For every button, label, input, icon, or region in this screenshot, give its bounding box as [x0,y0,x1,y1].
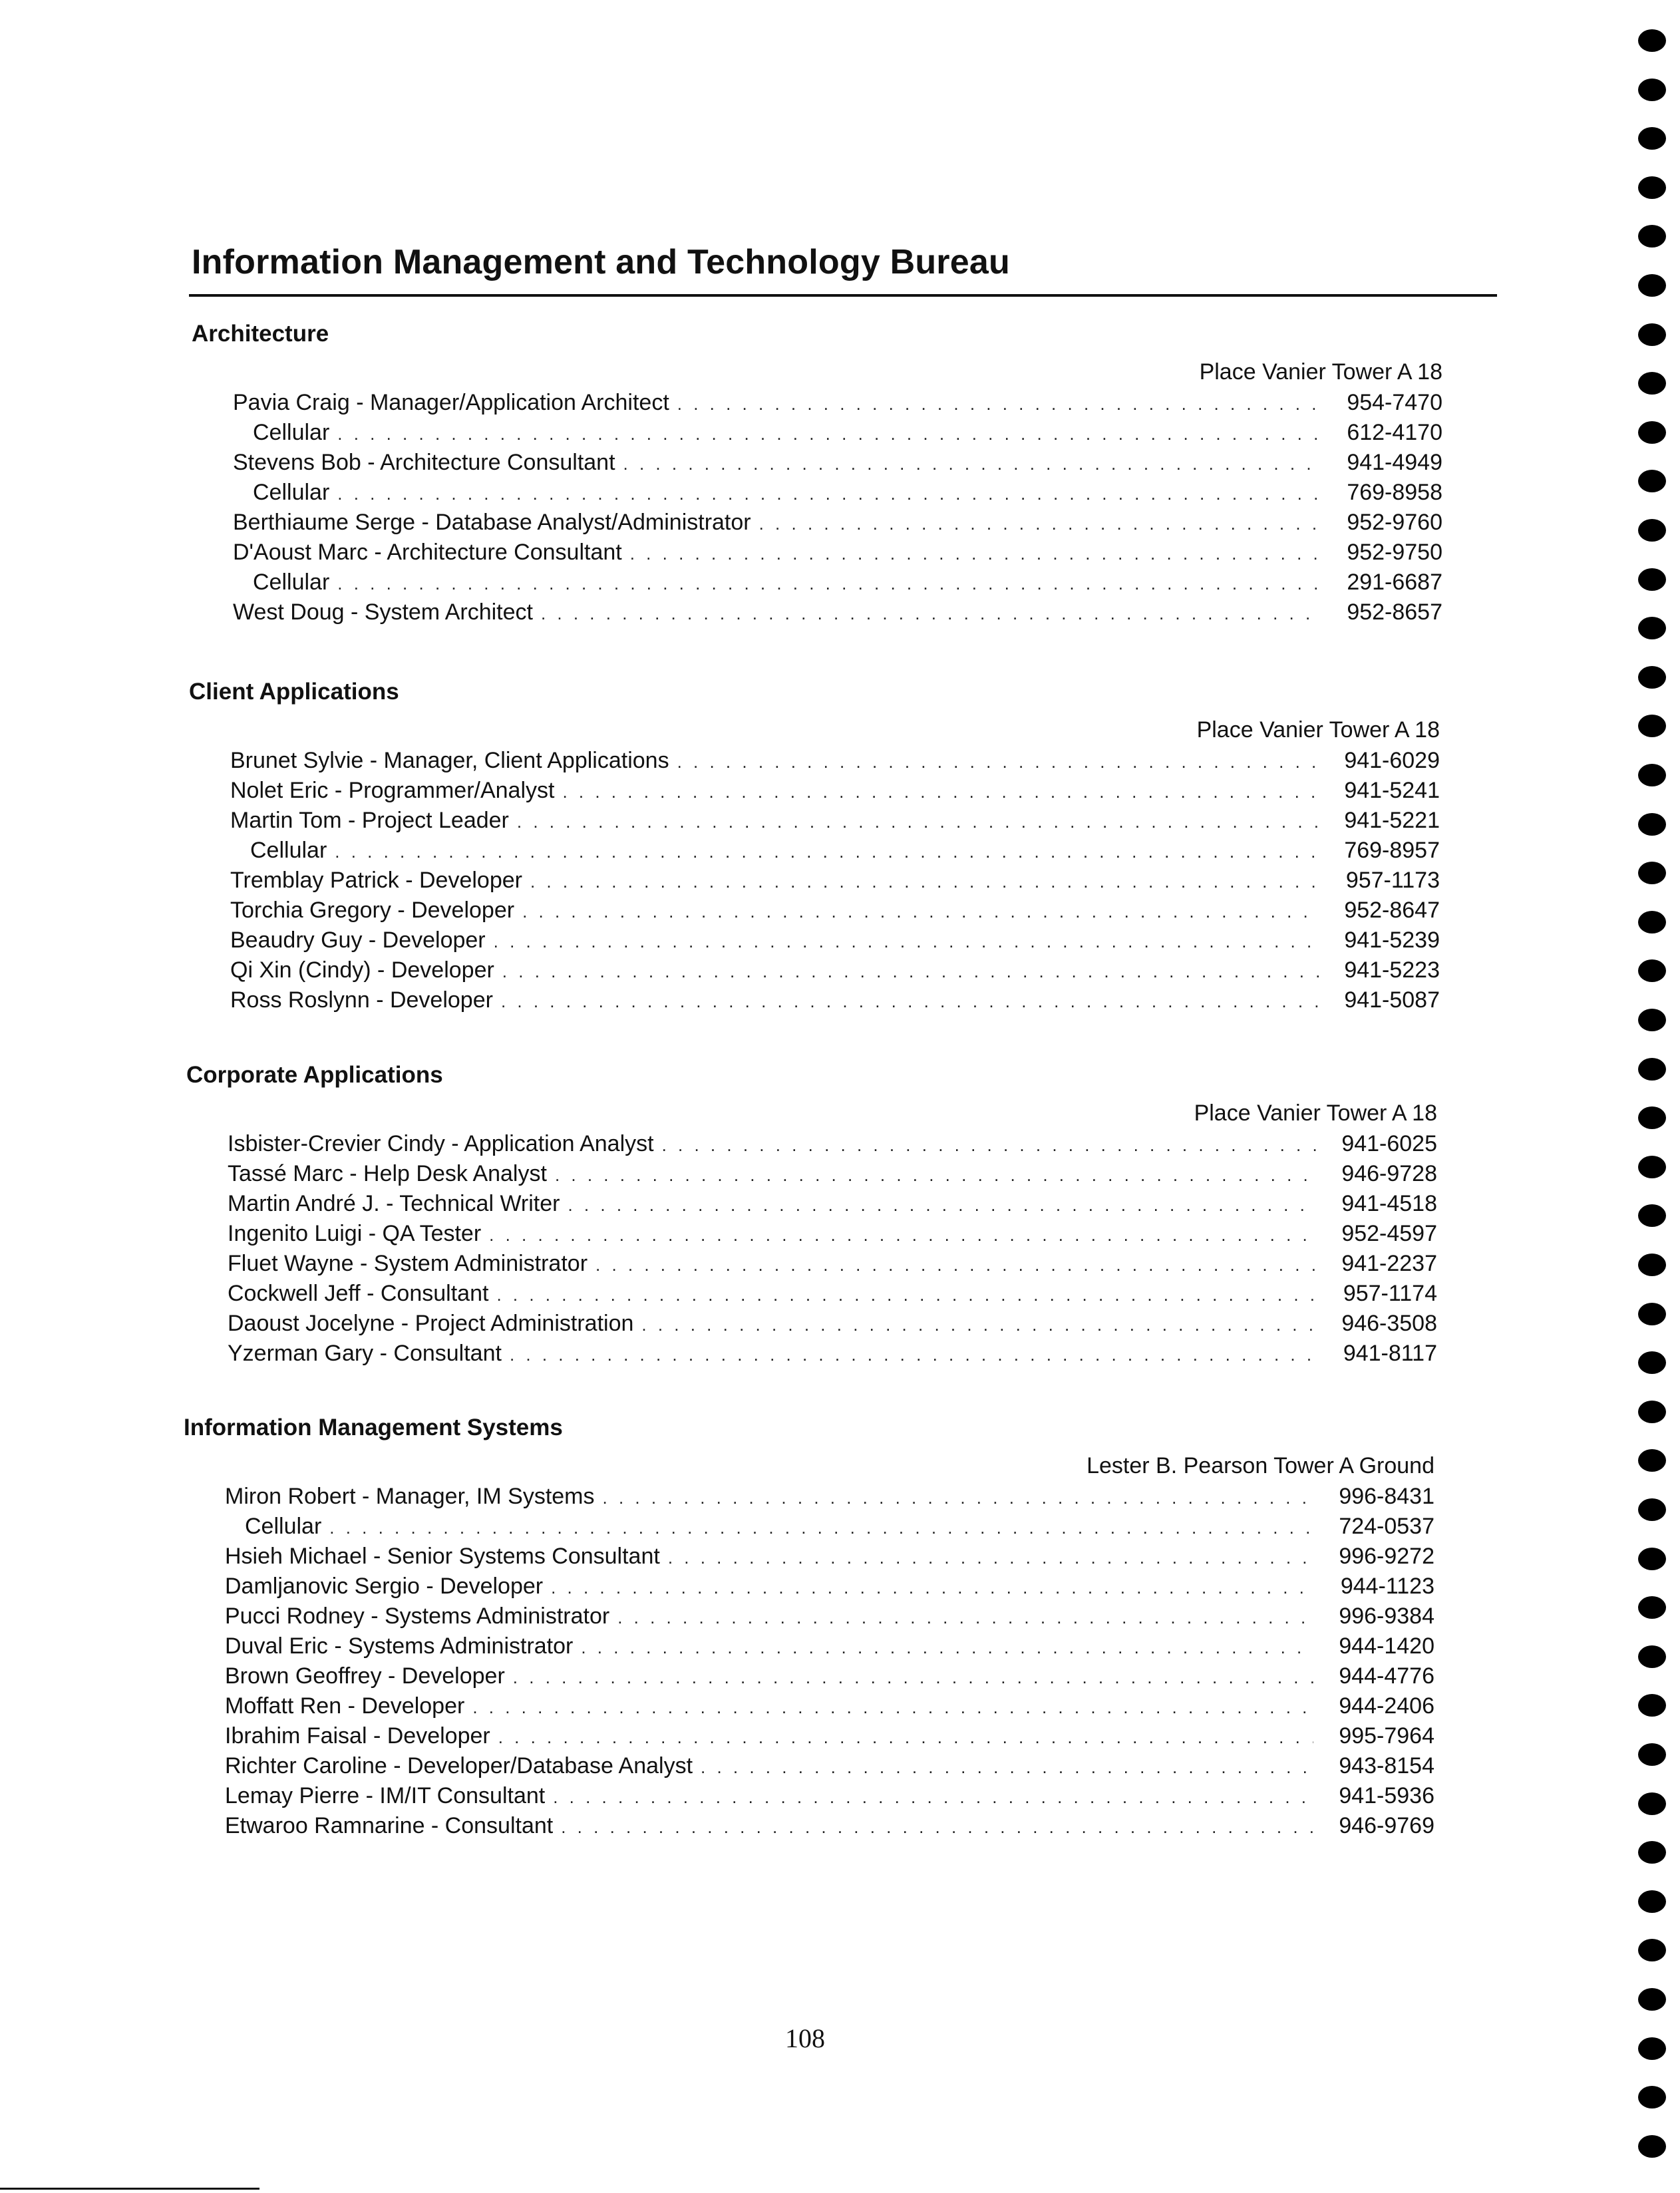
dot-leader [530,872,1319,892]
entry-name: Ibrahim Faisal - Developer [225,1723,490,1749]
entry-phone: 941-5239 [1344,928,1440,953]
entry-name: Cellular [253,480,330,505]
dot-leader [496,1285,1316,1305]
binding-hole [1638,79,1666,101]
section-architecture [192,321,1442,629]
binding-hole [1638,666,1666,689]
directory-entry [228,1281,1437,1311]
directory-entry [233,599,1442,629]
entry-name: Pucci Rodney - Systems Administrator [225,1603,610,1629]
dot-leader [502,961,1319,982]
directory-entry [230,957,1440,987]
spiral-binding-holes [1638,29,1667,2192]
entry-phone: 943-8154 [1339,1753,1434,1778]
entry-name: Duval Eric - Systems Administrator [225,1633,574,1659]
directory-entry [233,450,1442,480]
entry-name: Moffatt Ren - Developer [225,1693,465,1719]
binding-hole [1638,2086,1666,2109]
directory-entry [230,868,1440,898]
entry-name: Torchia Gregory - Developer [230,898,515,923]
binding-hole [1638,372,1666,395]
directory-entry [225,1663,1434,1693]
entry-name: Daoust Jocelyne - Project Administration [228,1311,634,1336]
binding-hole [1638,1792,1666,1815]
entry-name: Damljanovic Sergio - Developer [225,1574,544,1599]
entry-phone: 996-8431 [1339,1484,1434,1509]
dot-leader [568,1195,1316,1216]
binding-hole [1638,568,1666,591]
entry-phone: 941-4518 [1341,1191,1437,1216]
directory-entry [225,1484,1434,1514]
entry-name: Nolet Eric - Programmer/Analyst [230,778,555,803]
dot-leader [498,1727,1313,1748]
binding-hole [1638,274,1666,297]
entry-phone: 996-9384 [1339,1603,1434,1629]
dot-leader [595,1255,1316,1275]
entry-name: Etwaroo Ramnarine - Consultant [225,1813,554,1838]
directory-entry [228,1251,1437,1281]
entry-name: Ross Roslynn - Developer [230,987,493,1013]
entry-name: Fluet Wayne - System Administrator [228,1251,588,1276]
directory-entry [225,1753,1434,1783]
dot-leader [513,1667,1313,1688]
entry-name: D'Aoust Marc - Architecture Consultant [233,540,622,565]
binding-hole [1638,1548,1666,1570]
entry-phone: 946-9728 [1341,1161,1437,1186]
entry-name: Richter Caroline - Developer/Database Analyst [225,1753,693,1778]
binding-hole [1638,1939,1666,1961]
directory-entry [228,1341,1437,1371]
dot-leader [553,1787,1313,1808]
binding-hole [1638,1009,1666,1031]
binding-hole [1638,1645,1666,1668]
dot-leader [662,1135,1316,1156]
entry-name: Hsieh Michael - Senior Systems Consultant [225,1544,660,1569]
binding-hole [1638,1841,1666,1864]
section-location: Place Vanier Tower A 18 [1196,717,1440,743]
dot-leader [630,544,1321,564]
entry-name: Cellular [253,420,330,445]
directory-entry [225,1693,1434,1723]
entry-name: Tassé Marc - Help Desk Analyst [228,1161,547,1186]
binding-hole [1638,1694,1666,1717]
entry-phone: 957-1173 [1345,868,1440,893]
dot-leader [541,603,1321,624]
cellular-entry [253,480,1442,510]
dot-leader [551,1578,1313,1598]
directory-entry [228,1311,1437,1341]
directory-entry [233,390,1442,420]
binding-hole [1638,1401,1666,1423]
entry-phone: 952-9750 [1347,540,1442,565]
entry-name: Cockwell Jeff - Consultant [228,1281,489,1306]
section-location: Place Vanier Tower A 18 [1194,1100,1437,1126]
entry-phone: 941-5241 [1344,778,1440,803]
binding-hole [1638,421,1666,444]
entry-phone: 941-6029 [1344,748,1440,773]
directory-entry [225,1723,1434,1753]
binding-hole [1638,1156,1666,1178]
entry-phone: 941-6025 [1341,1131,1437,1156]
directory-entry [228,1161,1437,1191]
entry-phone: 944-2406 [1339,1693,1434,1719]
section-title: Client Applications [189,679,399,705]
directory-entry [230,987,1440,1017]
binding-hole [1638,813,1666,836]
entry-name: Miron Robert - Manager, IM Systems [225,1484,595,1509]
entry-phone: 954-7470 [1347,390,1442,415]
entry-phone: 944-1123 [1340,1574,1434,1599]
dot-leader [677,752,1319,772]
binding-hole [1638,225,1666,248]
entry-phone: 941-5223 [1344,957,1440,983]
cellular-entry [253,420,1442,450]
dot-leader [337,484,1321,504]
dot-leader [603,1488,1313,1508]
dot-leader [510,1345,1316,1365]
section-location: Lester B. Pearson Tower A Ground [1087,1453,1434,1478]
section-client-applications [189,679,1440,1017]
binding-hole [1638,911,1666,933]
entry-name: Stevens Bob - Architecture Consultant [233,450,615,475]
directory-entry [230,898,1440,928]
dot-leader [522,902,1319,922]
binding-hole [1638,2037,1666,2060]
entry-name: Brunet Sylvie - Manager, Client Applications [230,748,669,773]
dot-leader [337,424,1321,444]
page-title: Information Management and Technology Bureau [192,243,1010,281]
section-title: Information Management Systems [184,1415,563,1440]
entry-phone: 946-9769 [1339,1813,1434,1838]
directory-entry [225,1544,1434,1574]
directory-entry [230,778,1440,808]
dot-leader [337,574,1321,594]
binding-hole [1638,1449,1666,1472]
cellular-entry [245,1514,1434,1544]
entry-phone: 957-1174 [1343,1281,1437,1306]
entry-name: Pavia Craig - Manager/Application Architect [233,390,669,415]
section-location: Place Vanier Tower A 18 [1199,359,1442,385]
directory-entry [233,540,1442,570]
binding-hole [1638,617,1666,639]
dot-leader [759,514,1321,534]
dot-leader [668,1548,1313,1568]
binding-hole [1638,1890,1666,1913]
binding-hole [1638,29,1666,52]
binding-hole [1638,1596,1666,1619]
dot-leader [501,991,1319,1012]
entry-name: Beaudry Guy - Developer [230,928,486,953]
directory-entry [228,1131,1437,1161]
entry-phone: 941-4949 [1347,450,1442,475]
entry-name: Brown Geoffrey - Developer [225,1663,505,1689]
entry-phone: 996-9272 [1339,1544,1434,1569]
binding-hole [1638,1204,1666,1227]
entry-name: Martin Tom - Project Leader [230,808,509,833]
entry-name: Isbister-Crevier Cindy - Application Analyst [228,1131,654,1156]
dot-leader [561,1817,1313,1838]
entry-phone: 944-1420 [1339,1633,1434,1659]
entry-phone: 612-4170 [1347,420,1442,445]
binding-hole [1638,127,1666,150]
dot-leader [489,1225,1316,1246]
entry-name: West Doug - System Architect [233,599,533,625]
directory-entry [225,1813,1434,1843]
footer-rule [0,2188,259,2190]
dot-leader [472,1697,1313,1718]
entry-phone: 995-7964 [1339,1723,1434,1749]
binding-hole [1638,470,1666,492]
directory-entry [230,928,1440,957]
section-information-management-systems [184,1415,1434,1843]
binding-hole [1638,1988,1666,2011]
entry-phone: 952-8647 [1344,898,1440,923]
dot-leader [517,812,1319,832]
binding-hole [1638,1743,1666,1766]
binding-hole [1638,1498,1666,1521]
section-title: Corporate Applications [186,1062,443,1088]
dot-leader [581,1637,1313,1658]
binding-hole [1638,1058,1666,1081]
entry-phone: 941-8117 [1343,1341,1437,1366]
entry-phone: 941-5221 [1344,808,1440,833]
entry-phone: 941-5087 [1344,987,1440,1013]
entry-phone: 769-8957 [1344,838,1440,863]
entry-name: Cellular [245,1514,322,1539]
directory-entry [230,808,1440,838]
entry-name: Qi Xin (Cindy) - Developer [230,957,494,983]
cellular-entry [253,570,1442,599]
directory-entry [225,1633,1434,1663]
entry-name: Yzerman Gary - Consultant [228,1341,502,1366]
binding-hole [1638,764,1666,786]
section-corporate-applications [186,1062,1437,1371]
cellular-entry [250,838,1440,868]
entry-phone: 769-8958 [1347,480,1442,505]
entry-name: Ingenito Luigi - QA Tester [228,1221,482,1246]
binding-hole [1638,715,1666,737]
dot-leader [329,1518,1313,1538]
directory-entry [230,748,1440,778]
entry-phone: 952-8657 [1347,599,1442,625]
dot-leader [641,1315,1316,1335]
dot-leader [335,842,1319,862]
entry-name: Cellular [250,838,327,863]
title-rule [189,294,1497,297]
dot-leader [677,394,1321,415]
dot-leader [555,1165,1316,1186]
dot-leader [701,1757,1313,1778]
dot-leader [494,931,1319,952]
binding-hole [1638,862,1666,884]
dot-leader [623,454,1321,474]
binding-hole [1638,323,1666,346]
binding-hole [1638,176,1666,199]
dot-leader [562,782,1319,802]
entry-phone: 941-5936 [1339,1783,1434,1808]
section-title: Architecture [192,321,329,347]
entry-name: Berthiaume Serge - Database Analyst/Administrator [233,510,751,535]
binding-hole [1638,1351,1666,1374]
entry-phone: 952-4597 [1341,1221,1437,1246]
entry-phone: 944-4776 [1339,1663,1434,1689]
entry-phone: 724-0537 [1339,1514,1434,1539]
directory-entry [233,510,1442,540]
entry-phone: 941-2237 [1341,1251,1437,1276]
binding-hole [1638,1303,1666,1325]
binding-hole [1638,1106,1666,1129]
dot-leader [617,1607,1313,1628]
binding-hole [1638,2135,1666,2158]
entry-name: Tremblay Patrick - Developer [230,868,522,893]
entry-name: Martin André J. - Technical Writer [228,1191,560,1216]
binding-hole [1638,959,1666,982]
entry-phone: 952-9760 [1347,510,1442,535]
directory-entry [228,1191,1437,1221]
directory-entry [225,1783,1434,1813]
entry-phone: 946-3508 [1341,1311,1437,1336]
page-number: 108 [785,2023,825,2053]
directory-entry [228,1221,1437,1251]
entry-phone: 291-6687 [1347,570,1442,595]
directory-entry [225,1574,1434,1603]
entry-name: Cellular [253,570,330,595]
binding-hole [1638,519,1666,542]
directory-entry [225,1603,1434,1633]
entry-name: Lemay Pierre - IM/IT Consultant [225,1783,546,1808]
binding-hole [1638,1254,1666,1276]
